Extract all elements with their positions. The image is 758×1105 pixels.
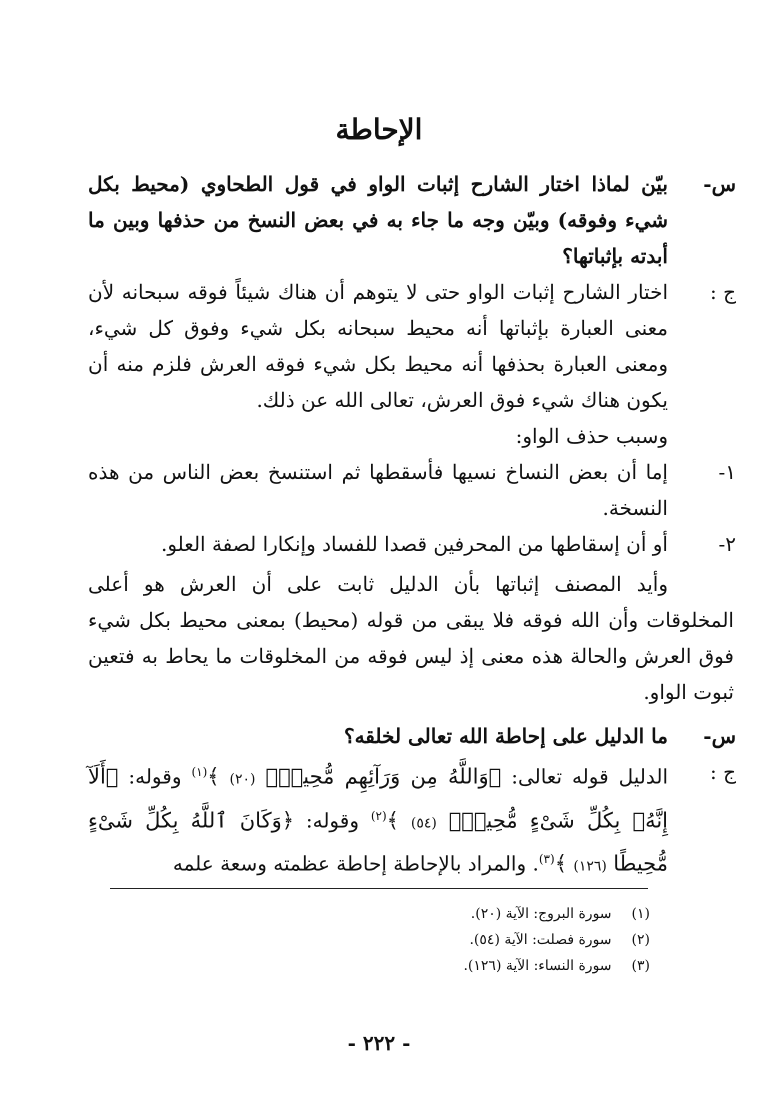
page-number: - ٢٢٢ - bbox=[347, 1031, 411, 1055]
answer-intro: الدليل قوله تعالى: bbox=[511, 764, 669, 789]
verse-close-3: ﴾ bbox=[554, 851, 567, 876]
reason-item-1 bbox=[88, 454, 736, 526]
support-paragraph: وأيد المصنف إثباتها بأن الدليل ثابت على أن العرش هو أعلى المخلوقات وأن الله فوقه فلا يبقى من قوله (محيط) بمعنى محيط بكل شيء فوق العرش والحالة هذه معنى إذ ليس فوقه من المخلوقات ما يحاط به فتعين ثبوت الواو. bbox=[88, 572, 734, 704]
footnote-text: سورة فصلت: الآية (٥٤). bbox=[469, 932, 612, 948]
ayah-number-2: (٥٤) bbox=[410, 815, 437, 832]
footnote-number: (٣) bbox=[631, 958, 650, 974]
quran-verse-3: ﴿وَكَانَ ٱللَّهُ بِكُلِّ شَىْءٍ مُّحِيطًا bbox=[88, 808, 668, 876]
reason-heading bbox=[88, 418, 668, 454]
connector-1: وقوله: bbox=[128, 764, 182, 789]
footnote-number: (٢) bbox=[631, 932, 650, 948]
footnote-3 bbox=[110, 954, 650, 978]
reason-heading-text: وسبب حذف الواو: bbox=[515, 424, 668, 448]
question-marker: س- bbox=[703, 724, 736, 748]
footnote-ref-1[interactable]: (١) bbox=[191, 765, 208, 779]
answer-1 bbox=[88, 274, 736, 418]
answer-tail: . والمراد بالإحاطة إحاطة عظمته وسعة علمه bbox=[172, 851, 539, 876]
question-text: ما الدليل على إحاطة الله تعالى لخلقه؟ bbox=[343, 724, 668, 748]
footnote-1 bbox=[110, 902, 650, 926]
footnote-ref-2[interactable]: (٢) bbox=[370, 808, 387, 823]
answer-text bbox=[88, 754, 668, 885]
footnote-ref-3[interactable]: (٣) bbox=[538, 852, 555, 867]
quran-verse-2: ﴿أَلَآ إِنَّهُۥ بِكُلِّ شَىْءٍ مُّحِيطٌۢ bbox=[88, 764, 669, 833]
question-1 bbox=[88, 166, 736, 274]
answer-marker: ج : bbox=[709, 280, 736, 304]
verse-close-1: ﴾ bbox=[207, 764, 220, 789]
reason-text: إما أن بعض النساخ نسيها فأسقطها ثم استنسخ بعض الناس من هذه النسخة. bbox=[88, 460, 668, 520]
verse-close-2: ﴾ bbox=[386, 808, 399, 833]
quran-verse-1: ﴿وَاللَّهُ مِن وَرَآئِهِم مُّحِيطٌۢ bbox=[265, 764, 502, 789]
reason-item-2 bbox=[88, 526, 736, 562]
answer-marker: ج : bbox=[709, 760, 736, 784]
question-2 bbox=[88, 718, 736, 754]
reason-text: أو أن إسقاطها من المحرفين قصدا للفساد وإنكارا لصفة العلو. bbox=[160, 532, 668, 556]
answer-text: اختار الشارح إثبات الواو حتى لا يتوهم أن هناك شيئاً فوقه سبحانه لأن معنى العبارة بإثباتها أنه محيط سبحانه بكل شيء وفوق كل شيء، ومعنى العبارة بحذفها أنه محيط بكل شيء فوقه العرش فلزم منه أن يكون هناك شيء فوق العرش، تعالى الله عن ذلك. bbox=[88, 280, 668, 412]
question-text: بيّن لماذا اختار الشارح إثبات الواو في قول الطحاوي (محيط بكل شيء وفوقه) وبيّن وجه ما جاء به في بعض النسخ من حذفها وبين ما أبدته بإثباتها؟ bbox=[88, 172, 668, 268]
reason-number: ٢- bbox=[718, 532, 736, 556]
question-marker: س- bbox=[703, 172, 736, 196]
ayah-number-1: (٢٠) bbox=[229, 771, 256, 788]
footnote-divider bbox=[110, 888, 648, 889]
footnote-2 bbox=[110, 928, 650, 952]
footnote-text: سورة النساء: الآية (١٢٦). bbox=[463, 958, 612, 974]
reason-number: ١- bbox=[718, 460, 736, 484]
footnote-text: سورة البروج: الآية (٢٠). bbox=[470, 906, 612, 922]
connector-2: وقوله: bbox=[305, 808, 359, 833]
answer-2 bbox=[88, 754, 736, 885]
page-title: الإحاطة bbox=[335, 113, 423, 146]
ayah-number-3: (١٢٦) bbox=[573, 858, 607, 875]
footnote-number: (١) bbox=[631, 906, 650, 922]
